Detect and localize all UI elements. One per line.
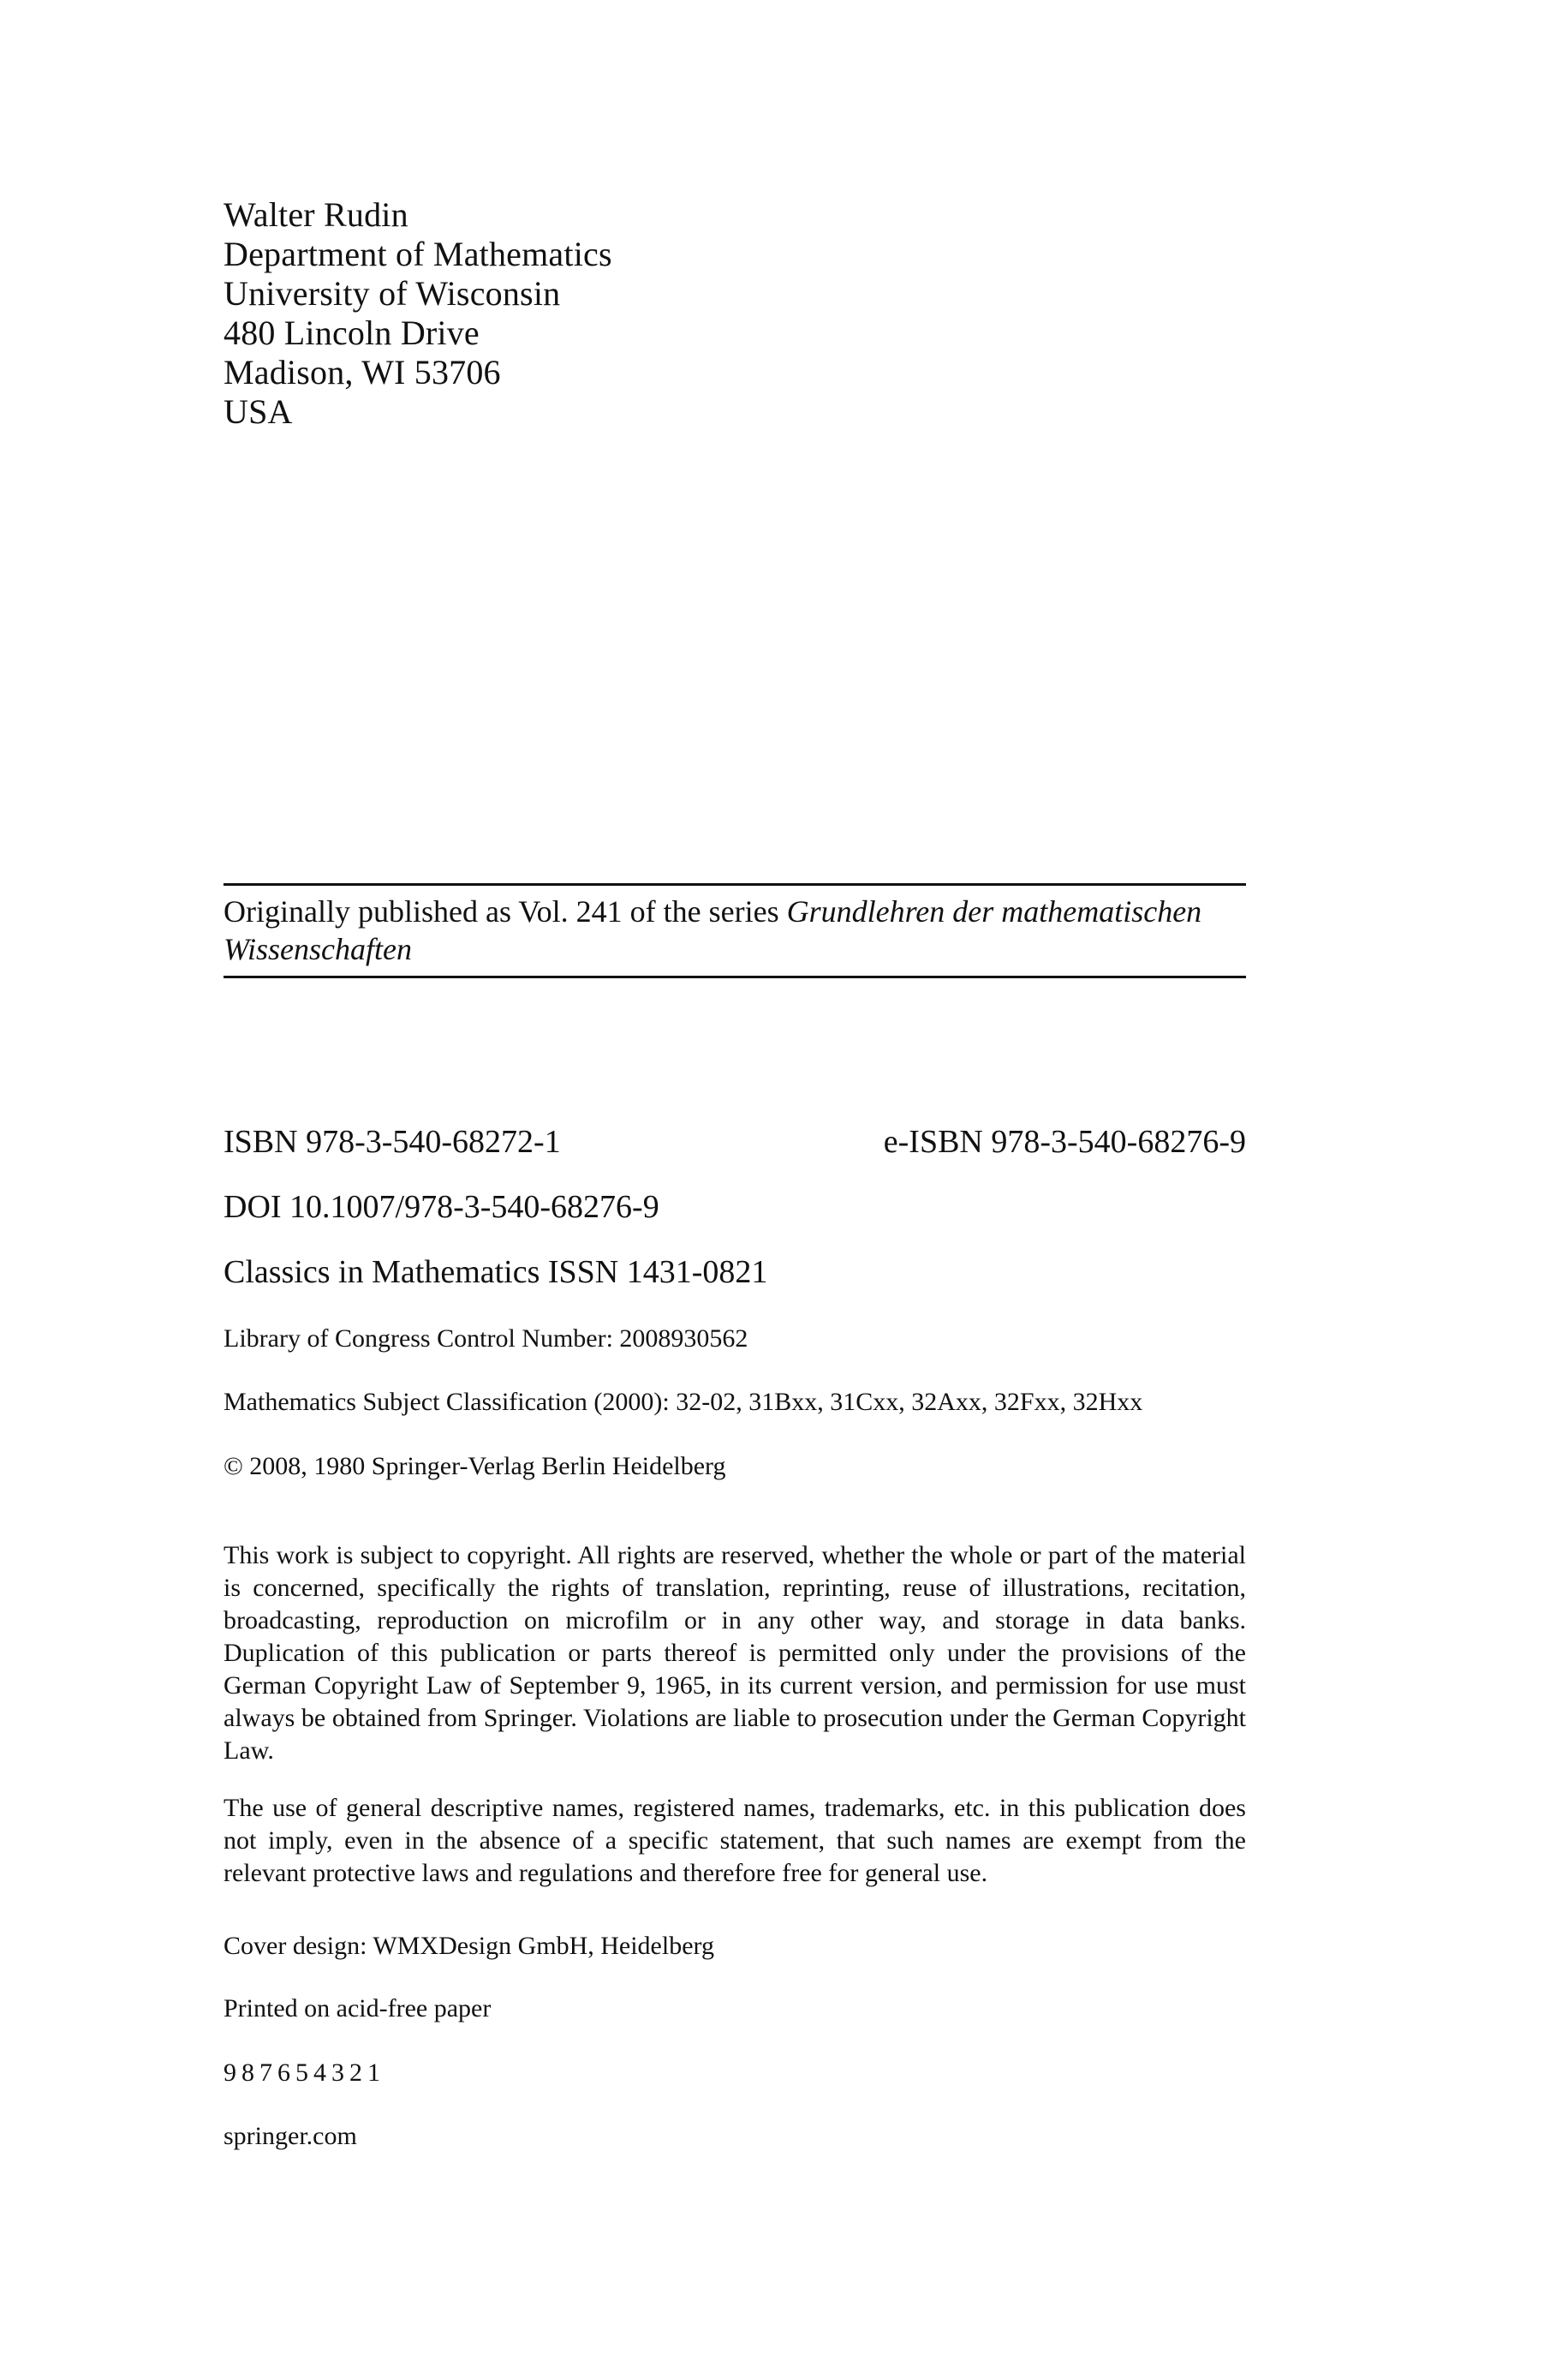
isbn-row [224,1122,1246,1162]
series-rule-top [224,883,1246,886]
author-country: USA [224,392,293,431]
paper-note: Printed on acid-free paper [224,1994,492,2022]
eisbn: e-ISBN 978-3-540-68276-9 [883,1124,1246,1160]
series-title: Grundlehren der mathematischen Wissenschaften [224,894,1202,966]
doi: DOI 10.1007/978-3-540-68276-9 [224,1189,659,1225]
copyright-paragraph: This work is subject to copyright. All rights are reserved, whether the whole or part of the material is concerned, specifically the rights of translation, reprinting, reuse of illustrations, recitation, broadcasting, reproduction on microfilm or in any other way, and storage in data banks. Duplication of this publication or parts thereof is permitted only under the provisions of the German Copyright Law of September 9, 1965, in its current version, and permission for use must always be obtained from Springer. Violations are liable to prosecution under the German Copyright Law. [224,1541,1246,1765]
author-address [224,195,994,432]
cover-design: Cover design: WMXDesign GmbH, Heidelberg [224,1932,714,1960]
identifiers-block [224,1122,1246,1292]
subject-classification: Mathematics Subject Classification (2000): 32-02, 31Bxx, 31Cxx, 32Axx, 32Fxx, 32Hxx [224,1388,1143,1416]
lccn: Library of Congress Control Number: 2008930562 [224,1324,748,1353]
issn: Classics in Mathematics ISSN 1431-0821 [224,1254,768,1290]
series-note [224,893,1246,968]
author-university: University of Wisconsin [224,274,561,313]
series-rule-bottom [224,976,1246,978]
author-name: Walter Rudin [224,195,408,234]
publisher-website: springer.com [224,2122,357,2150]
author-department: Department of Mathematics [224,235,612,273]
copyright-notice: © 2008, 1980 Springer-Verlag Berlin Heidelberg [224,1452,726,1480]
author-city: Madison, WI 53706 [224,353,501,391]
trademark-paragraph: The use of general descriptive names, registered names, trademarks, etc. in this publication does not imply, even in the absence of a specific statement, that such names are exempt from the relevant protective laws and regulations and therefore free for general use. [224,1794,1246,1887]
issn-row [224,1252,1246,1292]
doi-row [224,1187,1246,1227]
isbn: ISBN 978-3-540-68272-1 [224,1124,561,1160]
author-street: 480 Lincoln Drive [224,314,480,352]
print-line: 987654321 [224,2058,385,2087]
series-note-prefix: Originally published as Vol. 241 of the series [224,894,787,929]
